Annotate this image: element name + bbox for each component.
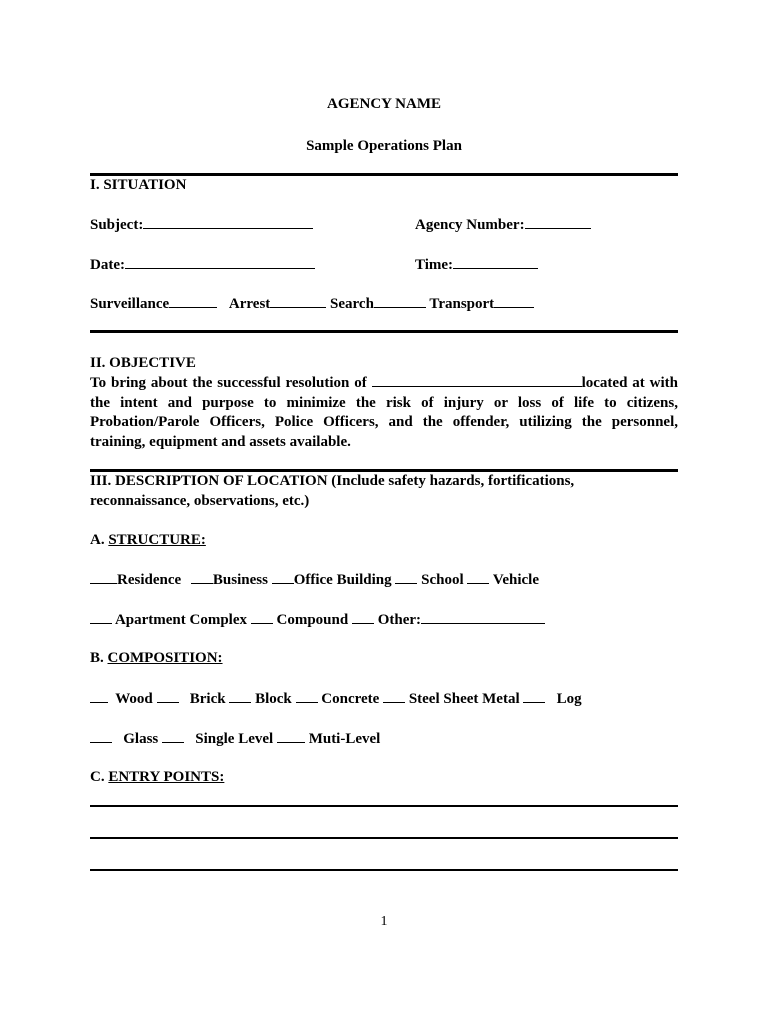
- date-label: Date:: [90, 257, 125, 273]
- block-label: Block: [255, 691, 292, 707]
- location-heading-line2: reconnaissance, observations, etc.): [90, 493, 310, 509]
- concrete-label: Concrete: [321, 691, 380, 707]
- wood-checkbox[interactable]: [90, 689, 108, 703]
- type-arrest-field[interactable]: [270, 294, 326, 308]
- other-field[interactable]: [421, 610, 545, 624]
- business-label: Business: [212, 572, 268, 588]
- objective-text-rest: located at with the intent and purpose to minimize the risk of injury or loss of life to citizens, Probation/Parole Officers, Police Officers, and the offender, utilizing the personnel, training, equipment and assets available.: [90, 375, 678, 450]
- steel-sheet-metal-label: Steel Sheet Metal: [408, 691, 520, 707]
- residence-label: Residence: [117, 572, 182, 588]
- glass-checkbox[interactable]: [90, 729, 112, 743]
- subject-row: [90, 215, 313, 234]
- time-row: [415, 255, 538, 274]
- type-search-field[interactable]: [374, 294, 426, 308]
- agency-number-row: [415, 215, 591, 234]
- school-label: School: [421, 572, 464, 588]
- apartment-complex-label: Apartment Complex: [114, 612, 248, 628]
- operation-type-row: [90, 294, 534, 313]
- residence-checkbox[interactable]: [90, 570, 117, 584]
- type-search-label: Search: [330, 296, 374, 312]
- other-label: Other:: [377, 612, 422, 628]
- type-transport-label: Transport: [429, 296, 495, 312]
- single-level-checkbox[interactable]: [162, 729, 184, 743]
- objective-heading: II. OBJECTIVE: [90, 355, 196, 371]
- composition-options-row1: [90, 689, 582, 708]
- business-checkbox[interactable]: [191, 570, 213, 584]
- school-checkbox[interactable]: [395, 570, 417, 584]
- structure-prefix: A.: [90, 532, 109, 548]
- single-level-label: Single Level: [195, 731, 274, 747]
- objective-text-start: To bring about the successful resolution of: [90, 375, 372, 391]
- log-label: Log: [556, 691, 582, 707]
- glass-label: Glass: [123, 731, 159, 747]
- agency-number-label: Agency Number:: [415, 217, 525, 233]
- brick-checkbox[interactable]: [157, 689, 179, 703]
- subject-field[interactable]: [143, 215, 313, 229]
- block-checkbox[interactable]: [229, 689, 251, 703]
- steel-sheet-metal-checkbox[interactable]: [383, 689, 405, 703]
- log-checkbox[interactable]: [523, 689, 545, 703]
- compound-checkbox[interactable]: [251, 610, 273, 624]
- entry-points-label: ENTRY POINTS:: [108, 769, 225, 785]
- entry-points-line[interactable]: [90, 805, 678, 807]
- wood-label: Wood: [115, 691, 153, 707]
- date-row: [90, 255, 315, 274]
- situation-heading: I. SITUATION: [90, 177, 187, 193]
- vehicle-label: Vehicle: [492, 572, 539, 588]
- composition-options-row2: [90, 729, 380, 748]
- structure-label: STRUCTURE:: [108, 532, 206, 548]
- agency-number-field[interactable]: [525, 215, 591, 229]
- composition-label: COMPOSITION:: [107, 650, 223, 666]
- document-title: Sample Operations Plan: [306, 138, 462, 154]
- type-surveillance-label: Surveillance: [90, 296, 170, 312]
- objective-text: [90, 373, 678, 452]
- page-number: 1: [380, 914, 388, 929]
- type-arrest-label: Arrest: [228, 296, 271, 312]
- agency-name: AGENCY NAME: [326, 96, 442, 112]
- structure-options-row1: [90, 570, 539, 589]
- composition-heading: [90, 649, 223, 667]
- compound-label: Compound: [276, 612, 349, 628]
- section-divider: [90, 330, 678, 333]
- structure-options-row2: [90, 610, 545, 629]
- vehicle-checkbox[interactable]: [467, 570, 489, 584]
- office-building-label: Office Building: [293, 572, 392, 588]
- location-heading-line1: III. DESCRIPTION OF LOCATION (Include safety hazards, fortifications,: [90, 473, 575, 489]
- type-transport-field[interactable]: [494, 294, 534, 308]
- multi-level-checkbox[interactable]: [277, 729, 305, 743]
- entry-points-prefix: C.: [90, 769, 109, 785]
- other-checkbox[interactable]: [352, 610, 374, 624]
- apartment-complex-checkbox[interactable]: [90, 610, 112, 624]
- structure-heading: [90, 531, 206, 549]
- entry-points-line[interactable]: [90, 837, 678, 839]
- resolution-subject-field[interactable]: [372, 373, 582, 387]
- time-label: Time:: [415, 257, 454, 273]
- subject-label: Subject:: [90, 217, 144, 233]
- entry-points-line[interactable]: [90, 869, 678, 871]
- time-field[interactable]: [453, 255, 538, 269]
- concrete-checkbox[interactable]: [296, 689, 318, 703]
- office-building-checkbox[interactable]: [272, 570, 294, 584]
- date-field[interactable]: [125, 255, 315, 269]
- type-surveillance-field[interactable]: [169, 294, 217, 308]
- brick-label: Brick: [189, 691, 226, 707]
- multi-level-label: Muti-Level: [308, 731, 381, 747]
- composition-prefix: B.: [90, 650, 108, 666]
- entry-points-heading: [90, 768, 224, 786]
